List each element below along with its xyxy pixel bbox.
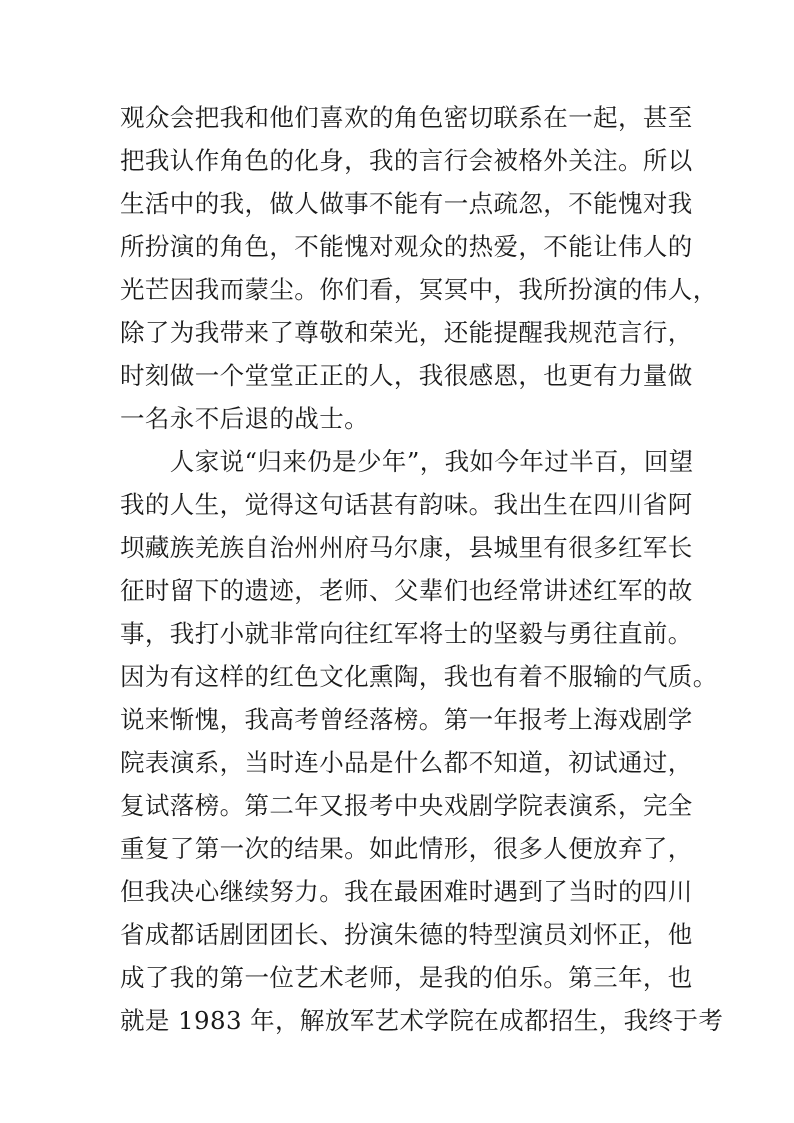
text-line: 生活中的我，做人做事不能有一点疏忽，不能愧对我 [120,189,693,218]
text-line: 事，我打小就非常向往红军将士的坚毅与勇往直前。 [120,619,693,648]
text-line: 除了为我带来了尊敬和荣光，还能提醒我规范言行， [120,318,693,347]
text-line: 征时留下的遗迹，老师、父辈们也经常讲述红军的故 [120,576,693,605]
text-line: 时刻做一个堂堂正正的人，我很感恩，也更有力量做 [120,361,693,390]
text-line: 把我认作角色的化身，我的言行会被格外关注。所以 [120,146,693,175]
text-line: 因为有这样的红色文化熏陶，我也有着不服输的气质。 [120,662,718,691]
text-line: 重复了第一次的结果。如此情形，很多人便放弃了， [120,834,693,863]
text-line: 就是 1983 年，解放军艺术学院在成都招生，我终于考 [120,1006,724,1035]
body-text [120,96,724,1042]
text-line: 但我决心继续努力。我在最困难时遇到了当时的四川 [120,877,693,906]
text-line: 院表演系，当时连小品是什么都不知道，初试通过， [120,748,693,777]
text-line: 光芒因我而蒙尘。你们看，冥冥中，我所扮演的伟人， [120,275,718,304]
text-line: 复试落榜。第二年又报考中央戏剧学院表演系，完全 [120,791,693,820]
text-line: 我的人生，觉得这句话甚有韵味。我出生在四川省阿 [120,490,693,519]
text-line: 一名永不后退的战士。 [120,404,369,433]
text-line: 省成都话剧团团长、扮演朱德的特型演员刘怀正，他 [120,920,693,949]
text-line: 成了我的第一位艺术老师，是我的伯乐。第三年，也 [120,963,693,992]
text-line: 所扮演的角色，不能愧对观众的热爱，不能让伟人的 [120,232,693,261]
text-line: 说来惭愧，我高考曾经落榜。第一年报考上海戏剧学 [120,705,693,734]
text-line: 坝藏族羌族自治州州府马尔康，县城里有很多红军长 [120,533,693,562]
text-line: 人家说“归来仍是少年”，我如今年过半百，回望 [120,447,694,476]
text-line: 观众会把我和他们喜欢的角色密切联系在一起，甚至 [120,103,693,132]
